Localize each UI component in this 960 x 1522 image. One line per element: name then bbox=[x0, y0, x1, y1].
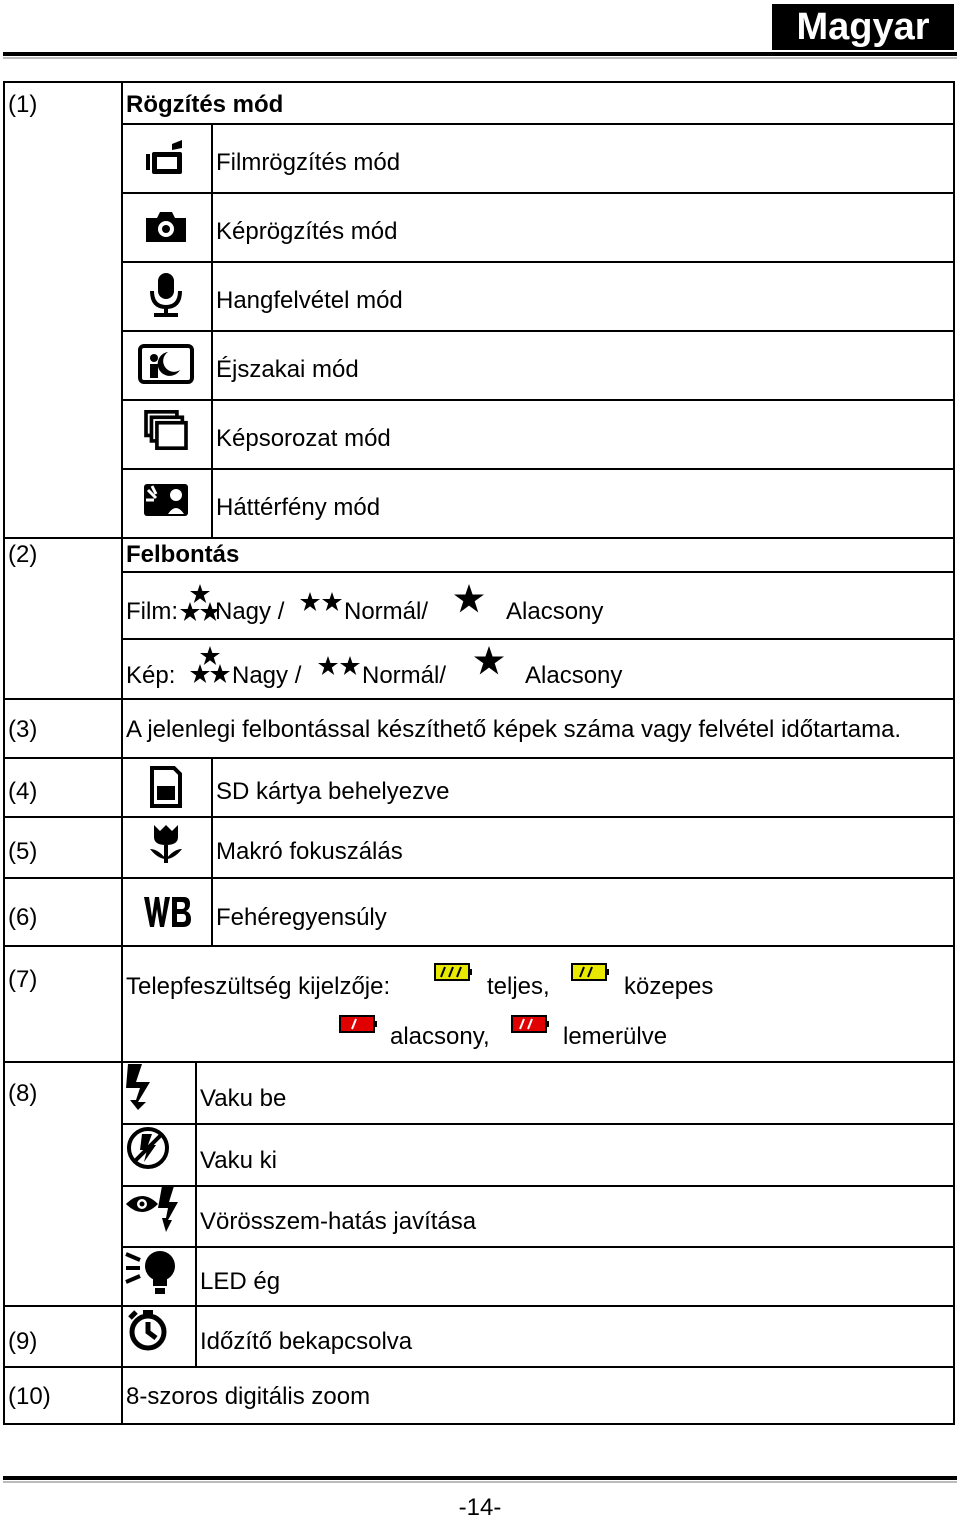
col-divider bbox=[121, 83, 123, 1423]
digital-zoom-text: 8-szoros digitális zoom bbox=[126, 1383, 371, 1410]
row-line bbox=[5, 698, 955, 700]
macro-flower-icon bbox=[146, 823, 186, 865]
sd-card-icon bbox=[146, 766, 186, 808]
row-line bbox=[121, 399, 955, 401]
star-1-icon bbox=[454, 584, 484, 614]
stars-2-icon bbox=[300, 590, 344, 614]
row-line bbox=[5, 816, 955, 818]
battery-label: Telepfeszültség kijelzője: bbox=[126, 973, 391, 1000]
footer-rule bbox=[3, 1476, 957, 1480]
sd-card-text: SD kártya behelyezve bbox=[216, 778, 450, 805]
row-number: (6) bbox=[8, 904, 38, 931]
section-title-resolution: Felbontás bbox=[126, 541, 240, 568]
item-audio-mode: Hangfelvétel mód bbox=[216, 287, 403, 314]
row-line bbox=[5, 1305, 955, 1307]
row-line bbox=[5, 537, 955, 539]
row-line bbox=[121, 468, 955, 470]
row-number: (7) bbox=[8, 966, 38, 993]
item-movie-mode: Filmrögzítés mód bbox=[216, 149, 401, 176]
footer-rule-shadow bbox=[3, 1481, 957, 1483]
film-normal: Normál/ bbox=[344, 598, 429, 625]
row-number: (10) bbox=[8, 1383, 51, 1410]
row-line bbox=[121, 192, 955, 194]
item-photo-mode: Képrögzítés mód bbox=[216, 218, 398, 245]
row-line bbox=[121, 261, 955, 263]
led-text: LED ég bbox=[200, 1268, 281, 1295]
flash-off-icon bbox=[126, 1126, 170, 1170]
photo-high: Nagy / bbox=[232, 662, 302, 689]
row-number: (2) bbox=[8, 541, 38, 568]
row-number: (1) bbox=[8, 91, 38, 118]
stars-3-icon bbox=[180, 584, 220, 624]
camera-icon bbox=[142, 208, 190, 248]
row-number: (3) bbox=[8, 716, 38, 743]
icon-col-divider-r4-6 bbox=[211, 759, 213, 945]
row-line bbox=[121, 571, 955, 573]
photo-prefix: Kép: bbox=[126, 662, 176, 689]
battery-empty-text: lemerülve bbox=[563, 1023, 668, 1050]
row-line bbox=[5, 1366, 955, 1368]
photo-normal: Normál/ bbox=[362, 662, 447, 689]
red-eye-text: Vörösszem-hatás javítása bbox=[200, 1208, 477, 1235]
row-number: (8) bbox=[8, 1080, 38, 1107]
movie-camera-icon bbox=[142, 140, 190, 180]
led-bulb-icon bbox=[124, 1248, 178, 1298]
battery-full-text: teljes, bbox=[487, 973, 550, 1000]
flash-on-icon bbox=[124, 1062, 160, 1112]
language-badge: Magyar bbox=[772, 4, 954, 50]
item-burst-mode: Képsorozat mód bbox=[216, 425, 391, 452]
microphone-icon bbox=[142, 270, 190, 310]
stars-2-icon bbox=[318, 654, 362, 678]
film-high: Nagy / bbox=[215, 598, 285, 625]
self-timer-icon bbox=[126, 1308, 170, 1352]
row-line bbox=[121, 123, 955, 125]
page-number: -14- bbox=[458, 1494, 502, 1521]
header-rule-shadow bbox=[3, 57, 957, 59]
row-line bbox=[121, 1123, 955, 1125]
row-line bbox=[121, 638, 955, 640]
burst-icon bbox=[142, 410, 190, 450]
film-prefix: Film: bbox=[126, 598, 178, 625]
row-line bbox=[121, 330, 955, 332]
white-balance-text: Fehéregyensúly bbox=[216, 904, 387, 931]
battery-low-text: alacsony, bbox=[390, 1023, 490, 1050]
battery-medium-icon bbox=[570, 962, 610, 982]
red-eye-icon bbox=[124, 1184, 180, 1234]
battery-full-icon bbox=[433, 962, 473, 982]
item-night-mode: Éjszakai mód bbox=[216, 356, 359, 383]
battery-medium-text: közepes bbox=[624, 973, 714, 1000]
macro-text: Makró fokuszálás bbox=[216, 838, 403, 865]
self-timer-text: Időzítő bekapcsolva bbox=[200, 1328, 413, 1355]
row-line bbox=[121, 1246, 955, 1248]
row-line bbox=[5, 945, 955, 947]
star-1-icon bbox=[474, 646, 504, 676]
photo-low: Alacsony bbox=[525, 662, 623, 689]
icon-col-divider-r8-9 bbox=[195, 1063, 197, 1368]
stars-3-icon bbox=[190, 646, 230, 686]
backlight-icon bbox=[142, 480, 190, 520]
item-backlight-mode: Háttérfény mód bbox=[216, 494, 381, 521]
section-title-recording-mode: Rögzítés mód bbox=[126, 91, 284, 118]
row-line bbox=[121, 1185, 955, 1187]
battery-low-icon bbox=[338, 1014, 378, 1034]
row-number: (9) bbox=[8, 1328, 38, 1355]
row-number: (4) bbox=[8, 778, 38, 805]
flash-on-text: Vaku be bbox=[200, 1085, 287, 1112]
row-number: (5) bbox=[8, 838, 38, 865]
night-mode-icon bbox=[138, 344, 194, 384]
film-low: Alacsony bbox=[506, 598, 604, 625]
remaining-shots-text: A jelenlegi felbontással készíthető képek száma vagy felvétel időtartama. bbox=[126, 716, 902, 743]
header-rule bbox=[3, 52, 957, 56]
flash-off-text: Vaku ki bbox=[200, 1147, 277, 1174]
battery-empty-icon bbox=[510, 1014, 550, 1034]
white-balance-icon bbox=[142, 893, 192, 931]
row-line bbox=[5, 877, 955, 879]
row-line bbox=[5, 757, 955, 759]
